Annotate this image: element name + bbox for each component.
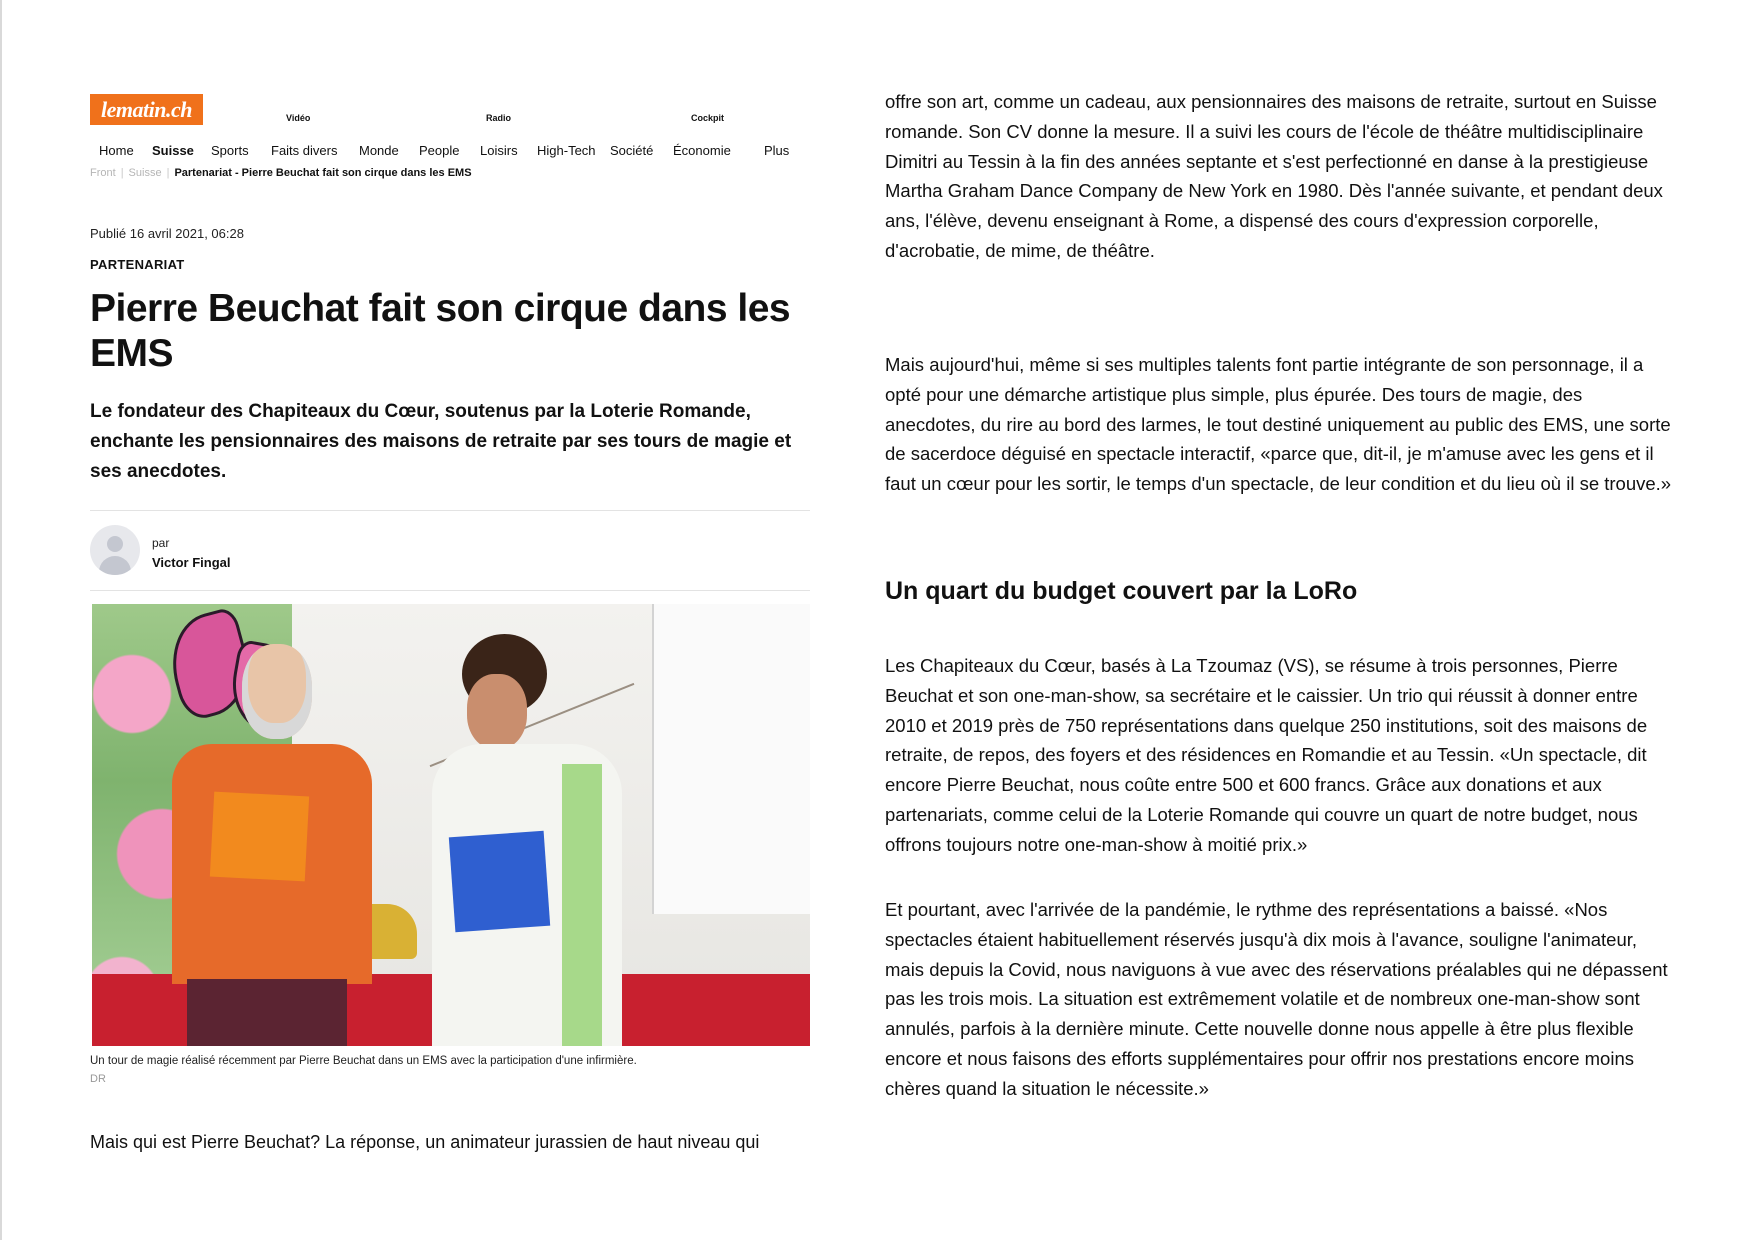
nav-radio-link[interactable]: Radio (486, 113, 512, 123)
nav-item-home[interactable]: Home (99, 143, 134, 158)
main-nav (90, 143, 810, 161)
nav-item-sports[interactable]: Sports (211, 143, 249, 158)
article-paragraph: Mais aujourd'hui, même si ses multiples talents font partie intégrante de son personnage, il a opté pour une démarche artistique plus simple, plus épurée. Des tours de magie, des anecdotes, du rire au bord des larmes, le tout destiné uniquement au public des EMS, une sorte de sacerdoce déguisé en spectacle interactif, «parce que, dit-il, je m'amuse avec les gens et il faut un cœur pour les sortir, le temps d'un spectacle, de leur condition et du lieu où il se trouve.» (885, 354, 1672, 495)
photo-woman-face (467, 674, 527, 749)
photo-credit: DR (90, 1073, 106, 1085)
nav-item-faits-divers[interactable]: Faits divers (271, 143, 338, 158)
avatar-body-shape (99, 556, 131, 575)
author-name[interactable]: Victor Fingal (152, 555, 231, 570)
breadcrumb-front[interactable]: Front (90, 167, 116, 179)
breadcrumb-suisse[interactable]: Suisse (128, 167, 162, 179)
article-headline: Pierre Beuchat fait son cirque dans les EMS (90, 287, 791, 375)
nav-item-high-tech[interactable]: High-Tech (537, 143, 596, 158)
nav-item-loisirs[interactable]: Loisirs (480, 143, 518, 158)
nav-cockpit-link[interactable]: Cockpit (691, 113, 725, 123)
photo-man-trousers (187, 979, 347, 1046)
article-paragraph: offre son art, comme un cadeau, aux pensionnaires des maisons de retraite, surtout en Suisse romande. Son CV donne la mesure. Il a suivi les cours de l'école de théâtre multidisciplinaire Dimitri au Tessin à la fin des années septante et s'est perfectionné en danse à la prestigieuse Martha Graham Dance Company de New York en 1980. Dès l'année suivante, et pendant deux ans, l'élève, devenu enseignant à Rome, a dispensé des cours d'expression corporelle, d'acrobatie, de mime, de théâtre. (885, 91, 1663, 261)
nav-item-plus[interactable]: Plus (764, 143, 790, 158)
photo-blue-scarf (449, 831, 550, 932)
photo-window (652, 604, 810, 914)
article-lead: Le fondateur des Chapiteaux du Cœur, soutenus par la Loterie Romande, enchante les pensionnaires des maisons de retraite par ses tours de magie et ses anecdotes. (90, 401, 792, 482)
publish-date: Publié 16 avril 2021, 06:28 (90, 226, 244, 241)
nav-video-link[interactable]: Vidéo (286, 113, 311, 123)
divider (90, 590, 810, 591)
article-intro-line: Mais qui est Pierre Beuchat? La réponse, un animateur jurassien de haut niveau qui (90, 1132, 760, 1152)
breadcrumb-current: Partenariat - Pierre Beuchat fait son cirque dans les EMS (174, 167, 472, 179)
nav-item-societe[interactable]: Société (610, 143, 654, 158)
breadcrumb-separator: | (120, 167, 124, 179)
article-paragraph: Les Chapiteaux du Cœur, basés à La Tzoumaz (VS), se résume à trois personnes, Pierre Beuchat et son one-man-show, sa secrétaire et le caissier. Un trio qui réussit à donner entre 2010 et 2019 près de 750 représentations dans quelque 250 institutions, soit des maisons de retraite, de repos, des foyers et des résidences en Romandie et au Tessin. «Un spectacle, dit encore Pierre Beuchat, nous coûte entre 500 et 600 francs. Grâce aux donations et aux partenariats, comme celui de la Loterie Romande qui couvre un quart de notre budget, nous offrons toujours notre one-man-show à moitié prix.» (885, 655, 1648, 855)
byline-label: par (152, 536, 170, 550)
breadcrumb (90, 167, 472, 179)
nav-item-suisse[interactable]: Suisse (152, 143, 194, 158)
nav-item-economie[interactable]: Économie (673, 143, 731, 158)
site-logo[interactable]: lematin.ch (90, 94, 203, 125)
article-photo[interactable] (92, 604, 810, 1046)
article-subheading: Un quart du budget couvert par la LoRo (885, 577, 1358, 605)
avatar-head-shape (107, 536, 123, 552)
nav-item-people[interactable]: People (419, 143, 460, 158)
divider (90, 510, 810, 511)
article-kicker[interactable]: PARTENARIAT (90, 257, 185, 272)
photo-woman-trim (562, 764, 602, 1046)
photo-orange-scarf (210, 792, 309, 882)
breadcrumb-separator: | (166, 167, 170, 179)
nav-item-monde[interactable]: Monde (359, 143, 399, 158)
article-paragraph: Et pourtant, avec l'arrivée de la pandémie, le rythme des représentations a baissé. «Nos spectacles étaient habituellement réservés jusqu'à dix mois à l'avance, souligne l'animateur, mais depuis la Covid, nous naviguons à vue avec des réservations préalables qui ne dépassent pas les trois mois. La situation est extrêmement volatile et de nombreux one-man-show sont annulés, parfois à la dernière minute. Cette nouvelle donne nous appelle à être plus flexible encore et nous faisons des efforts supplémentaires pour offrir nos prestations encore moins chères quand la situation le nécessite.» (885, 899, 1668, 1099)
author-avatar[interactable] (90, 525, 140, 575)
page-edge (0, 0, 2, 1240)
photo-caption: Un tour de magie réalisé récemment par Pierre Beuchat dans un EMS avec la participation d'une infirmière. (90, 1055, 637, 1067)
photo-man-head (242, 644, 312, 739)
